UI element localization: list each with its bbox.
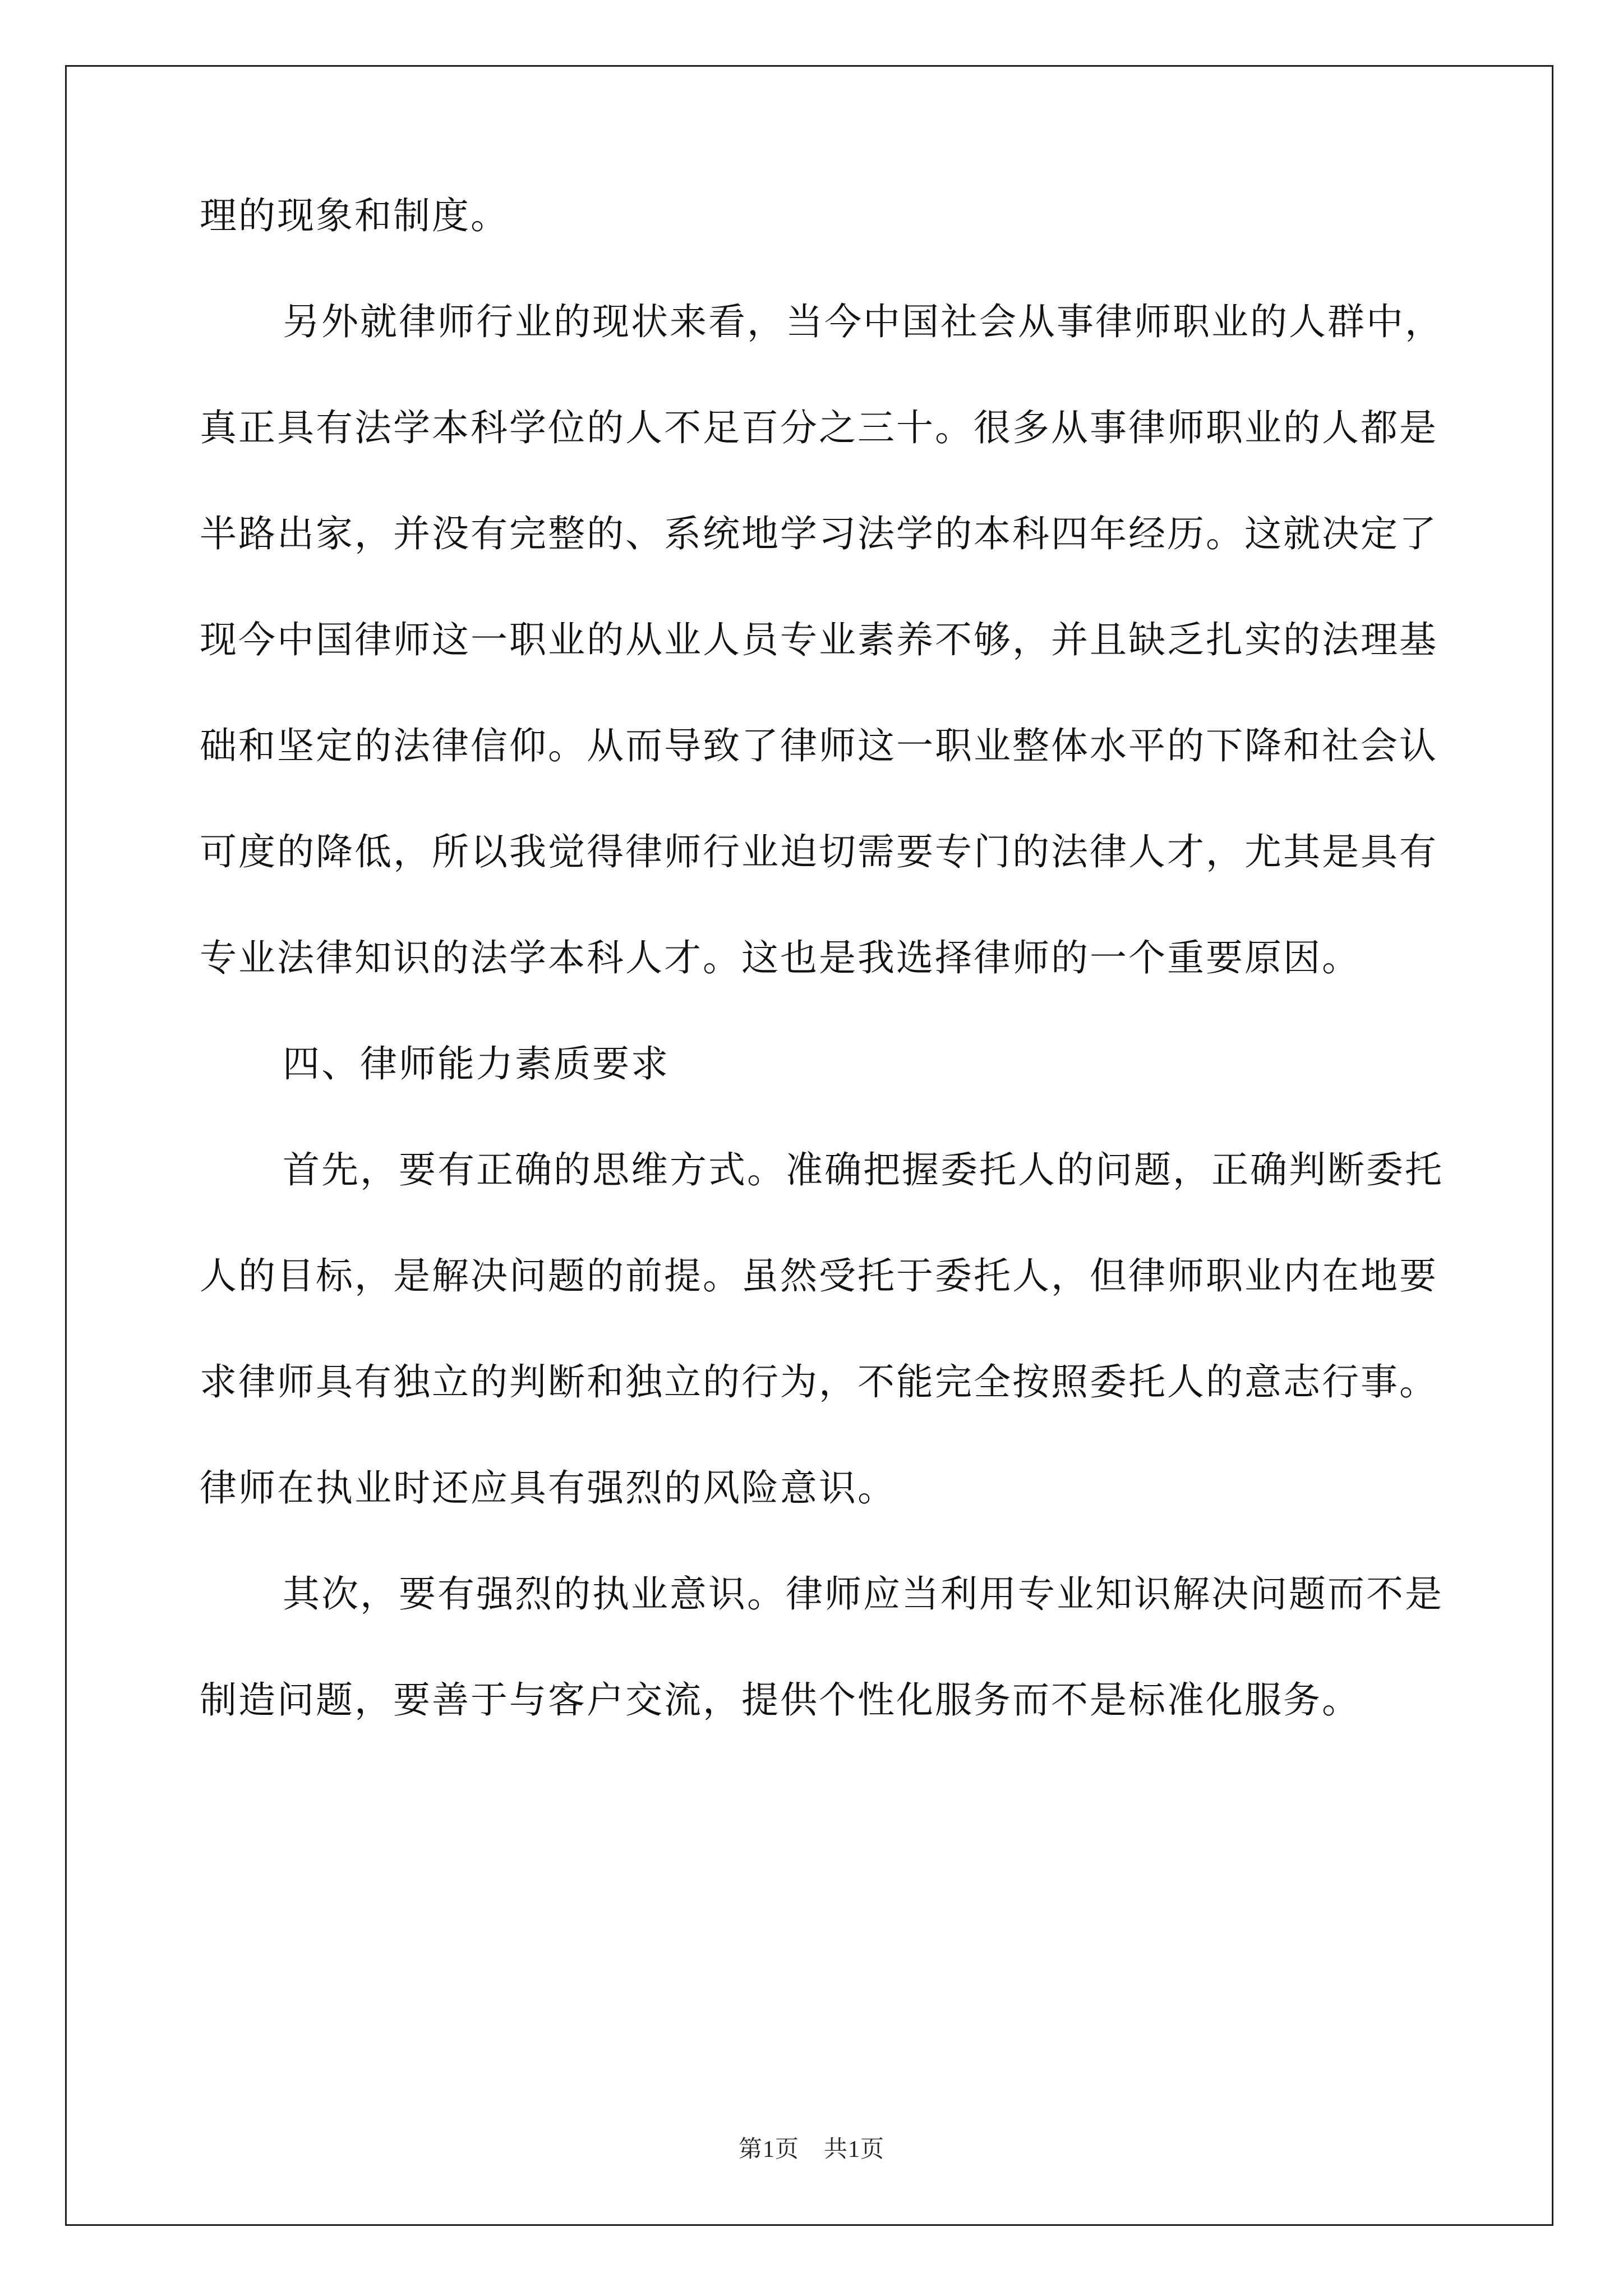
document-body (200, 163, 1456, 1753)
section-heading-ability-requirements: 四、律师能力素质要求 (283, 1042, 670, 1085)
paragraph-continuation: 理的现象和制度。 (200, 194, 509, 237)
paragraph-practice-awareness: 其次，要有强烈的执业意识。律师应当利用专业知识解决问题而不是制造问题，要善于与客户交流，提供个性化服务而不是标准化服务。 (200, 1572, 1444, 1722)
paragraph-lawyer-industry-status: 另外就律师行业的现状来看，当今中国社会从事律师职业的人群中，真正具有法学本科学位的人不足百分之三十。很多从事律师职业的人都是半路出家，并没有完整的、系统地学习法学的本科四年经历。这就决定了现今中国律师这一职业的从业人员专业素养不够，并且缺乏扎实的法理基础和坚定的法律信仰。从而导致了律师这一职业整体水平的下降和社会认可度的降低，所以我觉得律师行业迫切需要专门的法律人才，尤其是具有专业法律知识的法学本科人才。这也是我选择律师的一个重要原因。 (200, 300, 1444, 979)
paragraph-correct-thinking: 首先，要有正确的思维方式。准确把握委托人的问题，正确判断委托人的目标，是解决问题的前提。虽然受托于委托人，但律师职业内在地要求律师具有独立的判断和独立的行为，不能完全按照委托人的意志行事。律师在执业时还应具有强烈的风险意识。 (200, 1148, 1444, 1510)
page-footer (0, 2131, 1623, 2164)
page-number-total: 共1页 (824, 2137, 885, 2162)
page-number-current: 第1页 (738, 2137, 799, 2162)
